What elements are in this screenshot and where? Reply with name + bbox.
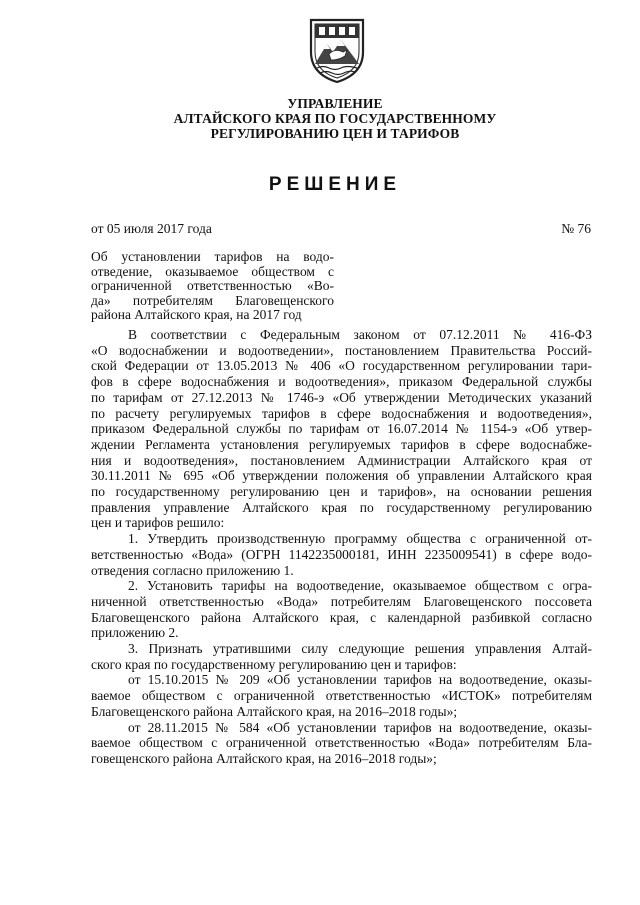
document-number: № 76 xyxy=(561,221,591,236)
subject-line: да» потребителям Благовещенского xyxy=(91,292,334,308)
body-line: отведения согласно приложению 1. xyxy=(91,562,294,578)
body-line: В соответствии с Федеральным законом от 07.12.2011 № 416-ФЗ xyxy=(128,327,592,342)
body-line: ветственностью «Вода» (ОГРН 1142235000181, ИНН 2235009541) в сфере водо- xyxy=(91,546,592,562)
body-line: «О водоснабжении и водоотведении», постановлением Правительства Россий- xyxy=(91,342,592,358)
document-body xyxy=(91,327,592,767)
clause-2-paragraph xyxy=(91,578,592,641)
subject-line: района Алтайского края, на 2017 год xyxy=(91,307,302,322)
body-line: ваемое обществом с ограниченной ответственностью «Вода» потребителям Бла- xyxy=(91,735,592,751)
coat-of-arms-icon xyxy=(305,14,369,86)
body-line: приказом Федеральной службы по тарифам от 16.07.2014 № 1154-э «Об утвер- xyxy=(91,421,592,437)
document-subject xyxy=(91,250,334,323)
agency-line-2: АЛТАЙСКОГО КРАЯ ПО ГОСУДАРСТВЕННОМУ xyxy=(173,111,497,126)
agency-line-1: УПРАВЛЕНИЕ xyxy=(287,96,383,111)
body-line: ниченной ответственностью «Вода» потребителям Благовещенского поссовета xyxy=(91,593,592,609)
body-line: 1. Утвердить производственную программу общества с ограниченной от- xyxy=(128,531,592,547)
body-line: 30.11.2011 № 695 «Об утверждении положения об управлении Алтайского края xyxy=(91,468,592,484)
subject-line: Об установлении тарифов на водо- xyxy=(91,249,334,264)
clause-3-paragraph xyxy=(91,641,592,672)
issuing-agency xyxy=(0,96,640,141)
agency-line-3: РЕГУЛИРОВАНИЮ ЦЕН И ТАРИФОВ xyxy=(210,126,460,141)
body-line: Благовещенского района Алтайского края, с календарной разбивкой согласно xyxy=(91,609,592,625)
body-line: по государственному регулированию цен и тарифов», на основании решения xyxy=(91,484,592,500)
body-line: ваемое обществом с ограниченной ответственностью «ИСТОК» потребителям xyxy=(91,688,592,704)
subject-line: ограниченной ответственностью «Во- xyxy=(91,278,334,293)
repealed-decision-1 xyxy=(91,672,592,719)
body-line: по расчету регулируемых тарифов в сфере водоснабжения и водоотведения», xyxy=(91,405,592,421)
body-line: ждении Регламента установления регулируемых тарифов в сфере водоснабже- xyxy=(91,436,592,452)
body-line: Благовещенского района Алтайского края, на 2016–2018 годы»; xyxy=(91,703,458,719)
subject-line: отведение, оказываемое обществом с xyxy=(91,263,334,279)
repealed-decision-2 xyxy=(91,720,592,767)
body-line: правления управление Алтайского края по государственному регулированию xyxy=(91,499,592,515)
body-line: ского края по государственному регулированию цен и тарифов: xyxy=(91,656,457,672)
body-line: от 15.10.2015 № 209 «Об установлении тарифов на водоотведение, оказы- xyxy=(128,672,592,688)
document-type-title: РЕШЕНИЕ xyxy=(268,174,402,195)
body-line: ния и водоотведения», постановлением Администрации Алтайского края от xyxy=(91,452,592,468)
body-line: приложению 2. xyxy=(91,625,179,641)
body-line: говещенского района Алтайского края, на 2016–2018 годы»; xyxy=(91,750,437,766)
preamble-paragraph xyxy=(91,327,592,531)
body-line: от 28.11.2015 № 584 «Об установлении тарифов на водоотведение, оказы- xyxy=(128,719,592,735)
body-line: 3. Признать утратившими силу следующие решения управления Алтай- xyxy=(128,641,592,657)
body-line: 2. Установить тарифы на водоотведение, оказываемое обществом с огра- xyxy=(128,578,592,594)
body-line: фов в сфере водоснабжения и водоотведения», приказом Федеральной службы xyxy=(91,374,592,390)
body-line: цен и тарифов решило: xyxy=(91,515,225,531)
body-line: ской Федерации от 13.05.2013 № 406 «О государственном регулировании тари- xyxy=(91,358,592,374)
clause-1-paragraph xyxy=(91,531,592,578)
document-date: от 05 июля 2017 года xyxy=(91,221,212,236)
body-line: по тарифам от 27.12.2013 № 1746-э «Об утверждении Методических указаний xyxy=(91,389,592,405)
